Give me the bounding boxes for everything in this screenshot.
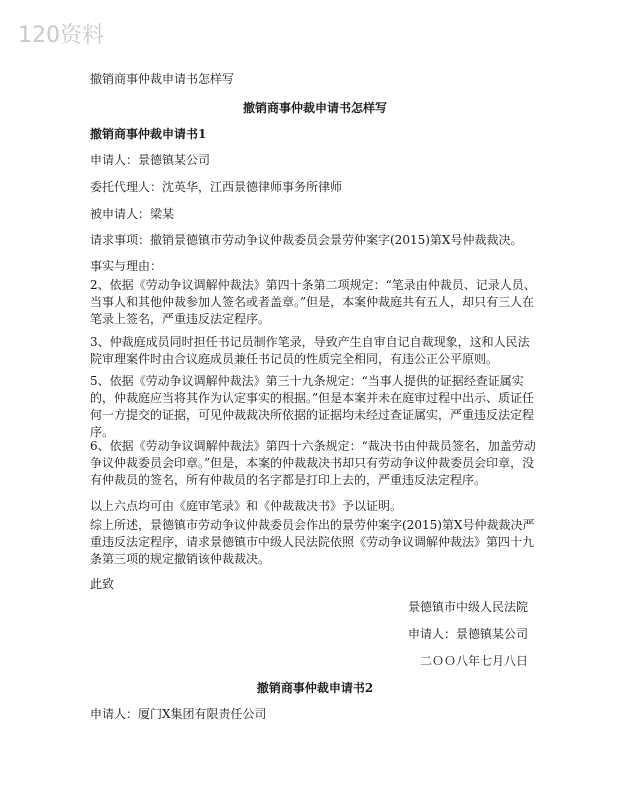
header-line: 撤销商事仲裁申请书怎样写 <box>90 72 235 86</box>
conclusion-paragraph: 综上所述，景德镇市劳动争议仲裁委员会作出的景劳仲案字(2015)第X号仲裁裁决严重违反法定程序，请求景德镇市中级人民法院依照《劳动争议调解仲裁法》第四十九条第三项的规定撤销该仲裁裁决。 <box>90 518 535 566</box>
paragraph-3: 3、仲裁庭成员同时担任书记员制作笔录，导致产生自审自记自裁现象，这和人民法院审理案件时由合议庭成员兼任书记员的性质完全相同，有违公正公平原则。 <box>90 335 530 366</box>
paragraph-6: 6、依据《劳动争议调解仲裁法》第四十六条规定：“裁决书由仲裁员签名，加盖劳动争议仲裁委员会印章。”但是，本案的仲裁裁决书却只有劳动争议仲裁委员会印章，没有仲裁员的签名，所有仲裁员的名字都是打印上去的，严重违反法定程序。 <box>90 439 536 487</box>
paragraph-2: 2、依据《劳动争议调解仲裁法》第四十条第二项规定：“笔录由仲裁员、记录人员、当事人和其他仲裁参加人签名或者盖章。”但是，本案仲裁庭共有五人，却只有三人在笔录上签名，严重违反法定程序。 <box>90 278 536 326</box>
section1-title: 撤销商事仲裁申请书1 <box>90 127 207 141</box>
watermark-logo: 120资料 <box>18 23 104 48</box>
date-line: 二ＯＯ八年七月八日 <box>419 654 528 668</box>
paragraph-5: 5、依据《劳动争议调解仲裁法》第三十九条规定：“当事人提供的证据经查证属实的，仲裁庭应当将其作为认定事实的根据。”但是本案并未在庭审过程中出示、质证任何一方提交的证据，可见仲裁裁决所依据的证据均未经过查证属实，严重违反法定程序。 <box>90 374 535 439</box>
main-title: 撤销商事仲裁申请书怎样写 <box>242 101 387 115</box>
facts-heading: 事实与理由： <box>90 259 163 273</box>
agent-line: 委托代理人：沈英华，江西景德律师事务所律师 <box>90 180 343 194</box>
court-name: 景德镇市中级人民法院 <box>407 600 528 614</box>
respondent-line: 被申请人：梁某 <box>90 207 175 221</box>
signature-line: 申请人：景德镇某公司 <box>407 627 528 641</box>
closing-line: 此致 <box>90 577 115 591</box>
section2-applicant: 申请人：厦门X集团有限责任公司 <box>90 707 267 721</box>
section2-title: 撤销商事仲裁申请书2 <box>256 681 374 695</box>
applicant-line: 申请人：景德镇某公司 <box>90 153 211 167</box>
request-line: 请求事项：撤销景德镇市劳动争议仲裁委员会景劳仲案字(2015)第X号仲裁裁决。 <box>90 233 523 247</box>
proof-line: 以上六点均可由《庭审笔录》和《仲裁裁决书》予以证明。 <box>90 499 403 513</box>
